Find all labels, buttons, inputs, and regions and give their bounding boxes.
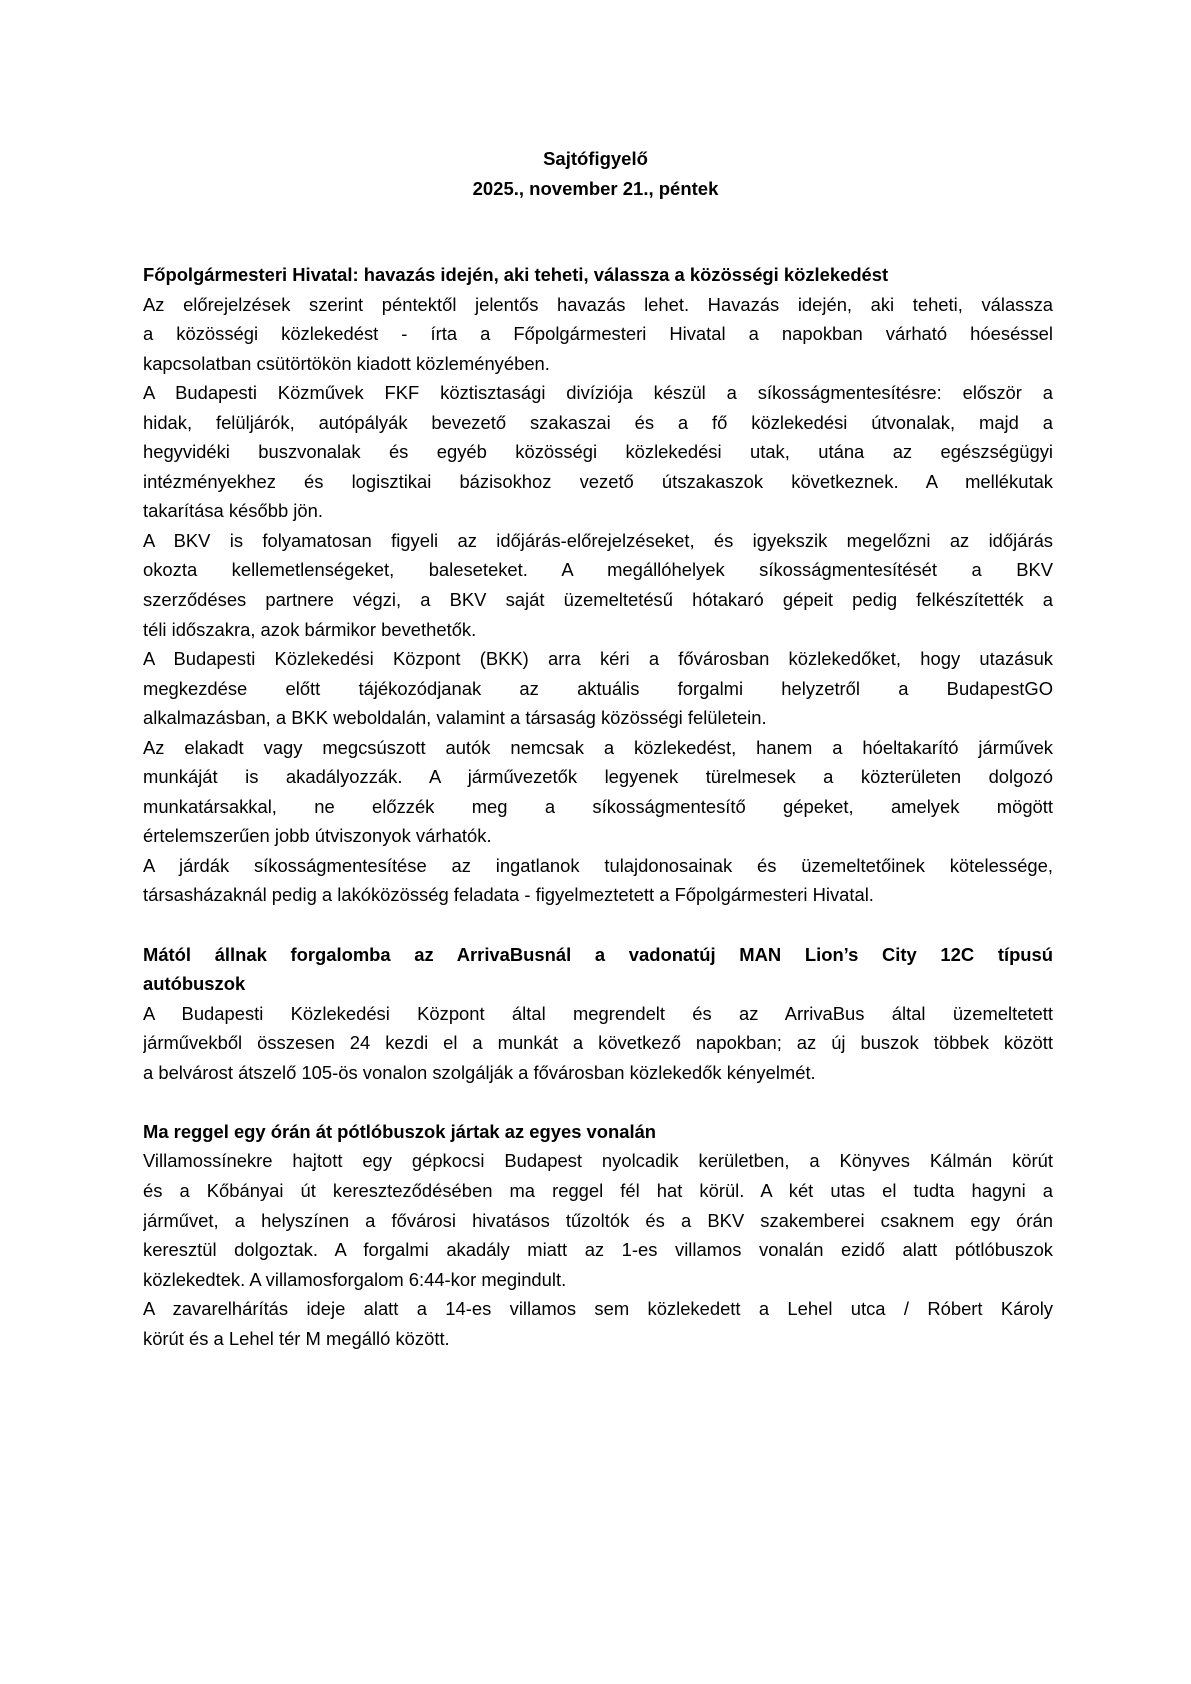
article-heading — [143, 1117, 1053, 1147]
text-line: a belvárost átszelő 105-ös vonalon szolgálják a fővárosban közlekedők kényelmét. — [143, 1061, 816, 1083]
article-heading — [143, 260, 1053, 290]
heading-line: autóbuszok — [143, 973, 246, 995]
text-line: a közösségi közlekedést - írta a Főpolgármesteri Hivatal a napokban várható hóeséssel — [143, 323, 1053, 345]
text-line: intézményekhez és logisztikai bázisokhoz vezető útszakaszok következnek. A mellékutak — [143, 470, 1053, 492]
text-line: körút és a Lehel tér M megálló között. — [143, 1327, 450, 1349]
document-date: 2025., november 21., péntek — [472, 178, 719, 199]
text-line: A BKV is folyamatosan figyeli az időjárás-előrejelzéseket, és igyekszik megelőzni az időjárás — [143, 529, 1053, 551]
paragraph — [143, 999, 1053, 1088]
text-line: takarítása később jön. — [143, 500, 323, 522]
text-line: megkezdése előtt tájékozódjanak az aktuális forgalmi helyzetről a BudapestGO — [143, 677, 1053, 699]
text-line: A Budapesti Közművek FKF köztisztasági divíziója készül a síkosságmentesítésre: először a — [143, 382, 1053, 404]
text-line: értelemszerűen jobb útviszonyok várhatók. — [143, 825, 492, 847]
text-line: Villamossínekre hajtott egy gépkocsi Budapest nyolcadik kerületben, a Könyves Kálmán körút — [143, 1150, 1053, 1172]
text-line: járművet, a helyszínen a fővárosi hivatásos tűzoltók és a BKV szakemberei csaknem egy órán — [143, 1209, 1053, 1231]
text-line: okozta kellemetlenségeket, baleseteket. A megállóhelyek síkosságmentesítését a BKV — [143, 559, 1053, 581]
paragraph — [143, 733, 1053, 851]
paragraph — [143, 851, 1053, 910]
paragraph — [143, 1146, 1053, 1294]
text-line: alkalmazásban, a BKK weboldalán, valamint a társaság közösségi felületein. — [143, 707, 767, 729]
text-line: járművekből összesen 24 kezdi el a munkát a következő napokban; az új buszok többek között — [143, 1032, 1053, 1054]
heading-line: Ma reggel egy órán át pótlóbuszok jártak az egyes vonalán — [143, 1120, 657, 1142]
paragraph — [143, 290, 1053, 379]
text-line: A Budapesti Közlekedési Központ által megrendelt és az ArrivaBus által üzemeltetett — [143, 1002, 1053, 1024]
text-line: közlekedtek. A villamosforgalom 6:44-kor megindult. — [143, 1268, 567, 1290]
paragraph — [143, 526, 1053, 644]
document-title: Sajtófigyelő — [543, 148, 648, 169]
text-line: és a Kőbányai út kereszteződésében ma reggel fél hat körül. A két utas el tudta hagyni a — [143, 1179, 1053, 1201]
text-line: munkáját is akadályozzák. A járművezetők legyenek türelmesek a közterületen dolgozó — [143, 766, 1053, 788]
text-line: munkatársakkal, ne előzzék meg a síkosságmentesítő gépeket, amelyek mögött — [143, 795, 1053, 817]
article-column — [143, 260, 1053, 1353]
text-line: hegyvidéki buszvonalak és egyéb közösségi közlekedési utak, utána az egészségügyi — [143, 441, 1053, 463]
article — [143, 260, 1053, 910]
paragraph — [143, 644, 1053, 733]
paragraph — [143, 1294, 1053, 1353]
heading-line: Főpolgármesteri Hivatal: havazás idején, aki teheti, válassza a közösségi közlekedést — [143, 264, 889, 285]
text-line: szerződéses partnere végzi, a BKV saját üzemeltetésű hótakaró gépeit pedig felkészítették a — [143, 589, 1053, 611]
text-line: keresztül dolgoztak. A forgalmi akadály miatt az 1-es villamos vonalán ezidő alatt pótlóbuszok — [143, 1239, 1053, 1261]
text-line: A Budapesti Közlekedési Központ (BKK) arra kéri a fővárosban közlekedőket, hogy utazásuk — [143, 648, 1053, 670]
text-line: társasházaknál pedig a lakóközösség feladata - figyelmeztetett a Főpolgármesteri Hivatal. — [143, 884, 874, 906]
article-heading — [143, 940, 1053, 999]
text-line: Az előrejelzések szerint péntektől jelentős havazás lehet. Havazás idején, aki teheti, válassza — [143, 293, 1053, 315]
text-line: kapcsolatban csütörtökön kiadott közleményében. — [143, 352, 550, 374]
text-line: téli időszakra, azok bármikor bevethetők. — [143, 618, 477, 640]
article — [143, 940, 1053, 1088]
text-line: hidak, felüljárók, autópályák bevezető szakaszai és a fő közlekedési útvonalak, majd a — [143, 411, 1053, 433]
text-line: Az elakadt vagy megcsúszott autók nemcsak a közlekedést, hanem a hóeltakarító járművek — [143, 736, 1053, 758]
text-line: A járdák síkosságmentesítése az ingatlanok tulajdonosainak és üzemeltetőinek kötelessége, — [143, 854, 1053, 876]
paragraph — [143, 378, 1053, 526]
text-line: A zavarelhárítás ideje alatt a 14-es villamos sem közlekedett a Lehel utca / Róbert Károly — [143, 1298, 1053, 1320]
article — [143, 1117, 1053, 1353]
heading-line: Mától állnak forgalomba az ArrivaBusnál a vadonatúj MAN Lion’s City 12C típusú — [143, 943, 1053, 965]
